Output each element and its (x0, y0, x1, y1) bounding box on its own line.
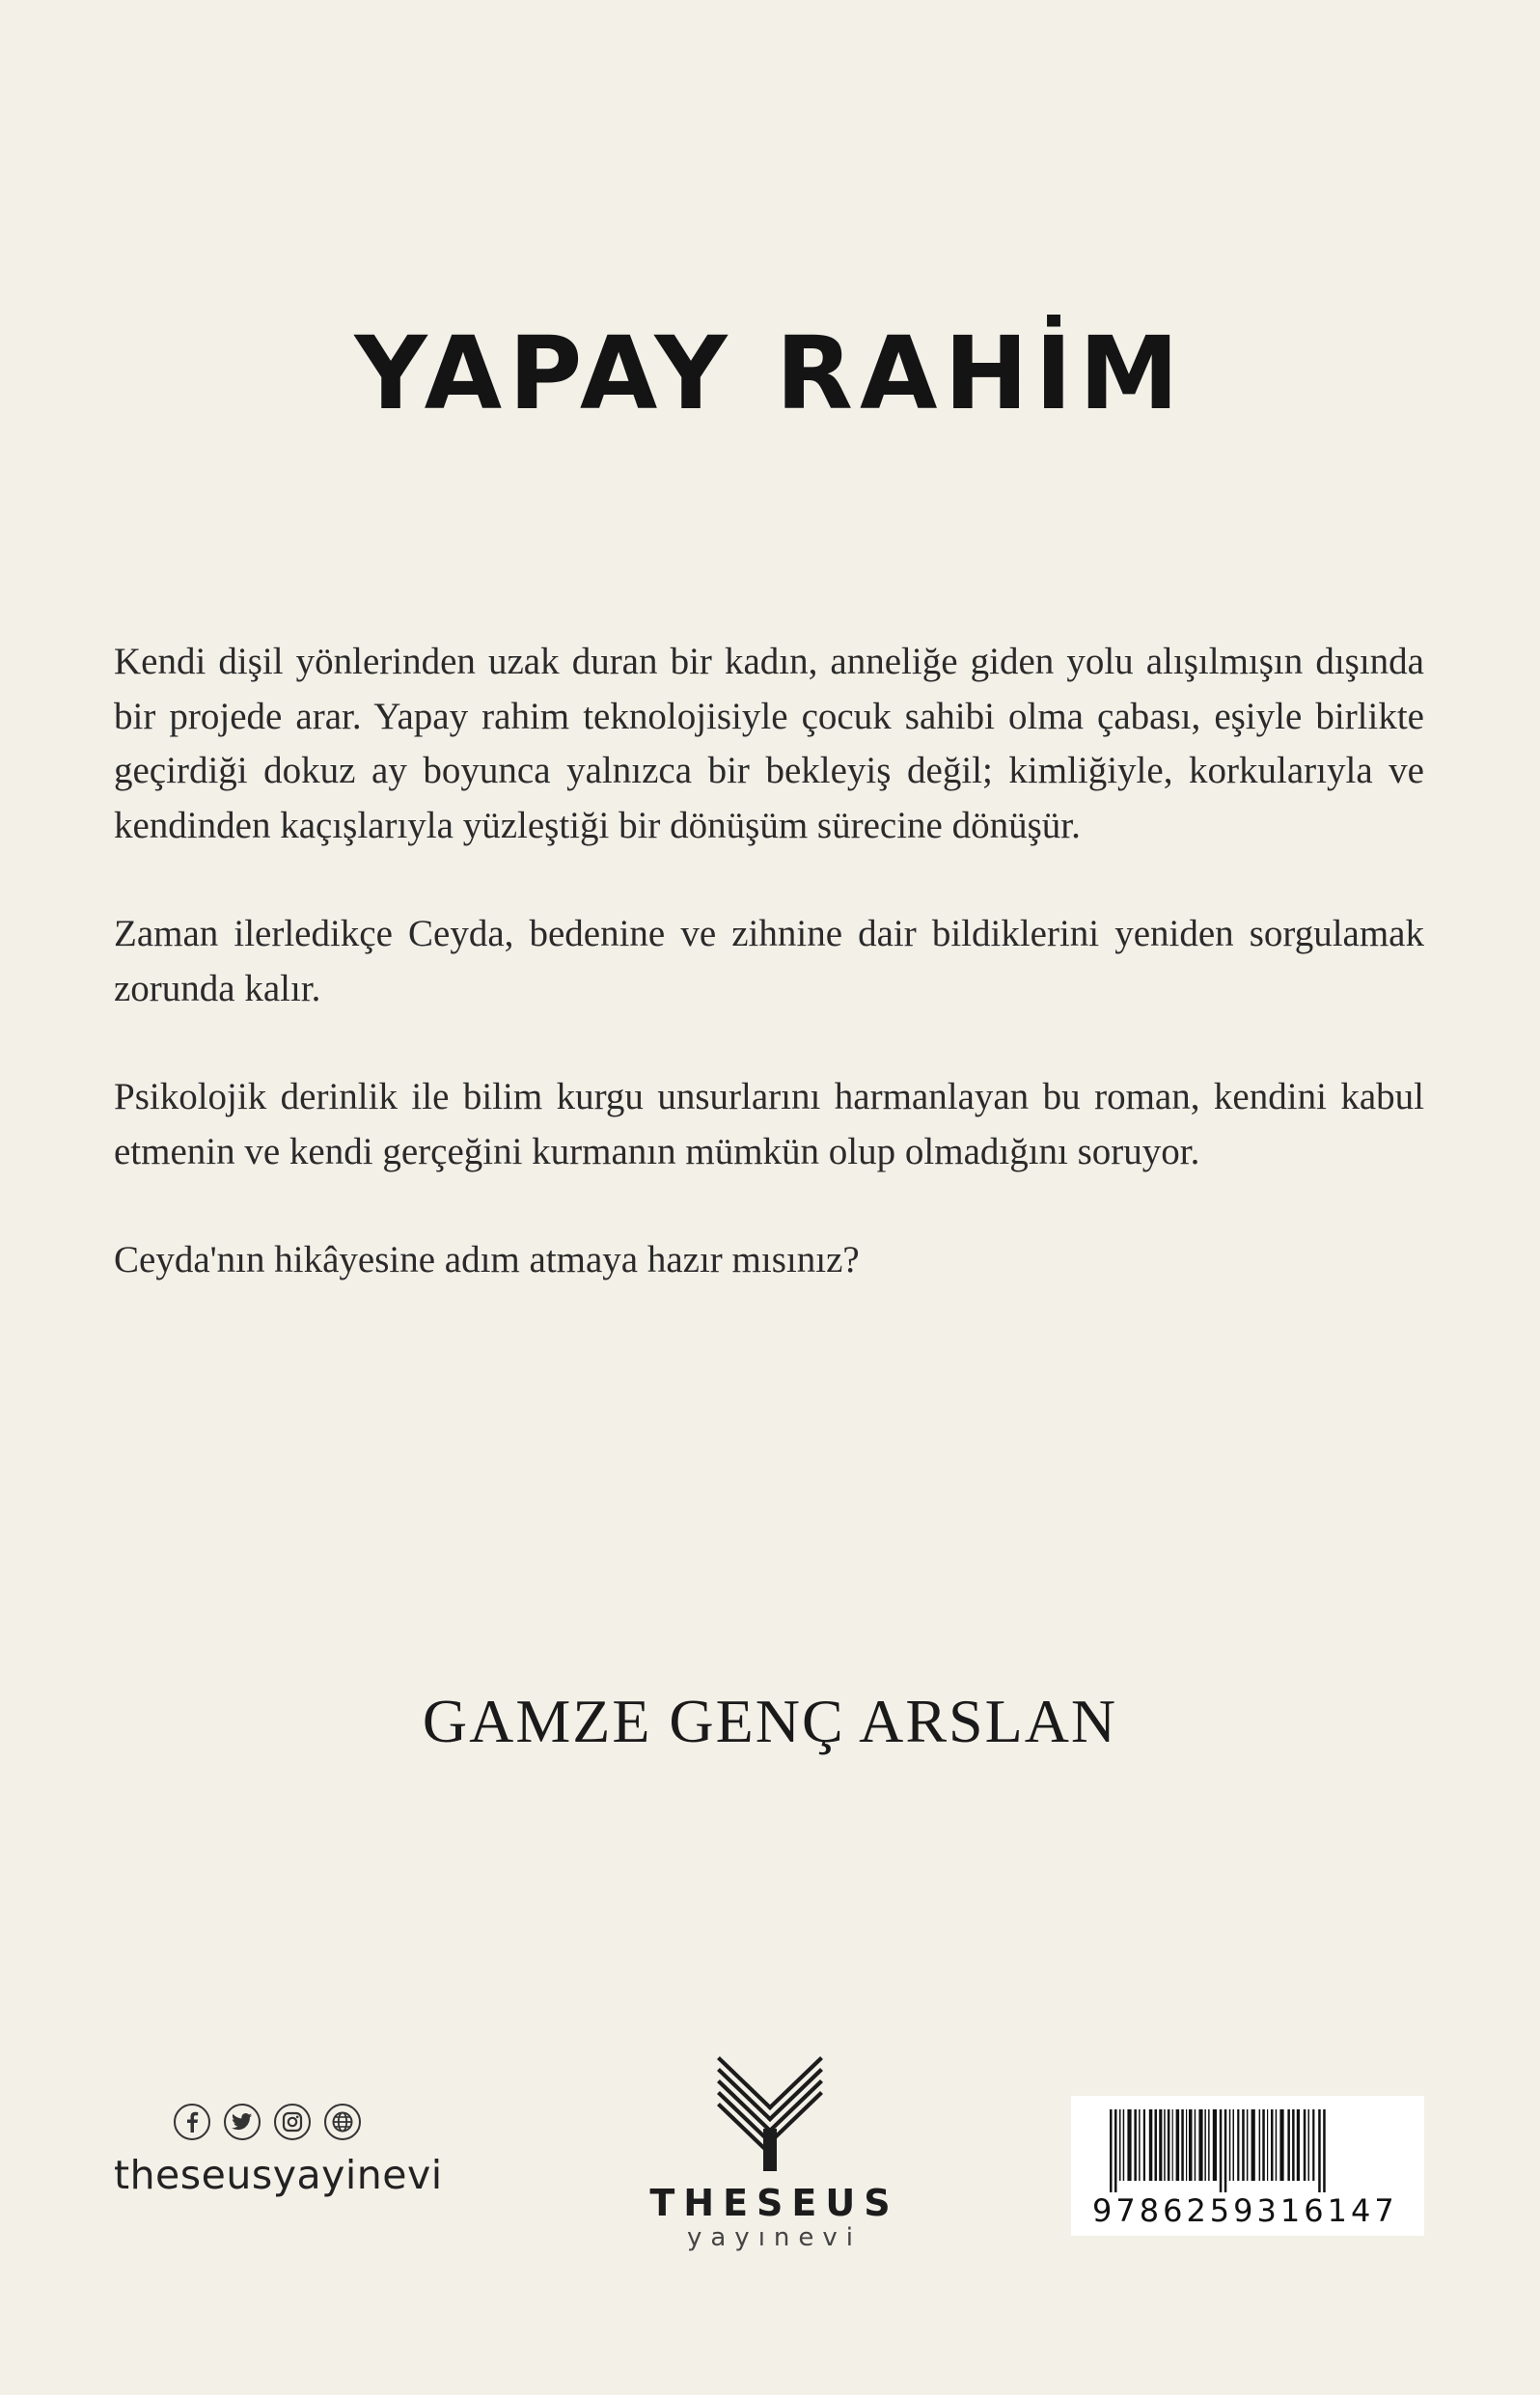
barcode-bar (1195, 2109, 1196, 2181)
barcode-bar (1149, 2109, 1153, 2181)
isbn-barcode (1071, 2096, 1424, 2236)
barcode-bar (1189, 2109, 1193, 2181)
blurb-paragraph: Psikolojik derinlik ile bilim kurgu unsurlarını harmanlayan bu roman, kendini kabul etmenin ve kendi gerçeğini kurmanın mümkün olup olmadığını soruyor. (114, 1076, 1424, 1172)
twitter-icon (224, 2104, 261, 2140)
barcode-bar (1139, 2109, 1141, 2181)
social-icons (174, 2104, 443, 2140)
barcode-bar (1110, 2109, 1113, 2192)
barcode-bar (1262, 2109, 1265, 2181)
globe-icon (324, 2104, 361, 2140)
barcode-bar (1267, 2109, 1268, 2181)
barcode-bar (1242, 2109, 1245, 2181)
barcode-bar (1164, 2109, 1166, 2181)
barcode-bar (1168, 2109, 1170, 2181)
author-name: GAMZE GENÇ ARSLAN (422, 1687, 1118, 1755)
barcode-bar (1114, 2109, 1117, 2192)
blurb-paragraph: Kendi dişil yönlerinden uzak duran bir kadın, anneliğe giden yolu alışılmışın dışında bir projede arar. Yapay rahim teknolojisiyle çocuk sahibi olma çabası, eşiyle birlikte geçirdiği dokuz ay boyunca yalnızca bir bekleyiş değil; kimliğiyle, korkularıyla ve kendinden kaçışlarıyla yüzleştiği bir dönüşüm sürecine dönüşür. (114, 641, 1424, 846)
barcode-bar (1233, 2109, 1235, 2181)
blurb-paragraph: Zaman ilerledikçe Ceyda, bedenine ve zihnine dair bildiklerini yeniden sorgulamak zorunda kalır. (114, 913, 1424, 1009)
barcode-bar (1155, 2109, 1158, 2181)
barcode-bar (1213, 2109, 1217, 2181)
barcode-bar (1123, 2109, 1125, 2181)
barcode-bar (1292, 2109, 1295, 2181)
barcode-bar (1134, 2109, 1137, 2181)
barcode-bar (1181, 2109, 1184, 2181)
social-block (114, 2104, 443, 2198)
barcode-bar (1247, 2109, 1249, 2181)
instagram-icon (274, 2104, 311, 2140)
barcode-bar (1259, 2109, 1261, 2181)
blurb-paragraph: Ceyda'nın hikâyesine adım atmaya hazır mısınız? (114, 1239, 860, 1280)
barcode-bar (1271, 2109, 1274, 2181)
publisher-block (627, 2053, 913, 2251)
barcode-bar (1186, 2109, 1187, 2181)
barcode-bar (1251, 2109, 1255, 2181)
barcode-bars (1108, 2109, 1407, 2192)
barcode-bar (1318, 2109, 1321, 2192)
barcode-bar (1323, 2109, 1326, 2192)
barcode-bar (1304, 2109, 1306, 2181)
barcode-bar (1279, 2109, 1283, 2181)
barcode-bar (1127, 2109, 1131, 2181)
barcode-bar (1208, 2109, 1210, 2181)
book-title: YAPAY RAHİM (354, 315, 1186, 432)
isbn-digits: 9786259316147 (1092, 2192, 1398, 2229)
barcode-bar (1220, 2109, 1223, 2192)
facebook-icon (174, 2104, 210, 2140)
barcode-bar (1276, 2109, 1278, 2181)
barcode-bar (1308, 2109, 1310, 2181)
barcode-bar (1119, 2109, 1121, 2181)
barcode-bar (1143, 2109, 1145, 2181)
barcode-bar (1287, 2109, 1290, 2181)
barcode-bar (1237, 2109, 1239, 2181)
blurb-text (114, 635, 1424, 1288)
barcode-bar (1229, 2109, 1231, 2181)
barcode-bar (1172, 2109, 1173, 2181)
barcode-bar (1312, 2109, 1314, 2181)
social-handle: theseusyayinevi (114, 2152, 443, 2198)
barcode-bar (1297, 2109, 1300, 2181)
theseus-logo-icon (712, 2053, 828, 2173)
barcode-bar (1198, 2109, 1202, 2181)
barcode-bar (1159, 2109, 1162, 2181)
barcode-bar (1176, 2109, 1180, 2181)
publisher-name: THESEUS (649, 2182, 899, 2224)
barcode-bar (1224, 2109, 1227, 2192)
publisher-subtitle: yayınevi (686, 2222, 862, 2252)
barcode-bar (1204, 2109, 1206, 2181)
